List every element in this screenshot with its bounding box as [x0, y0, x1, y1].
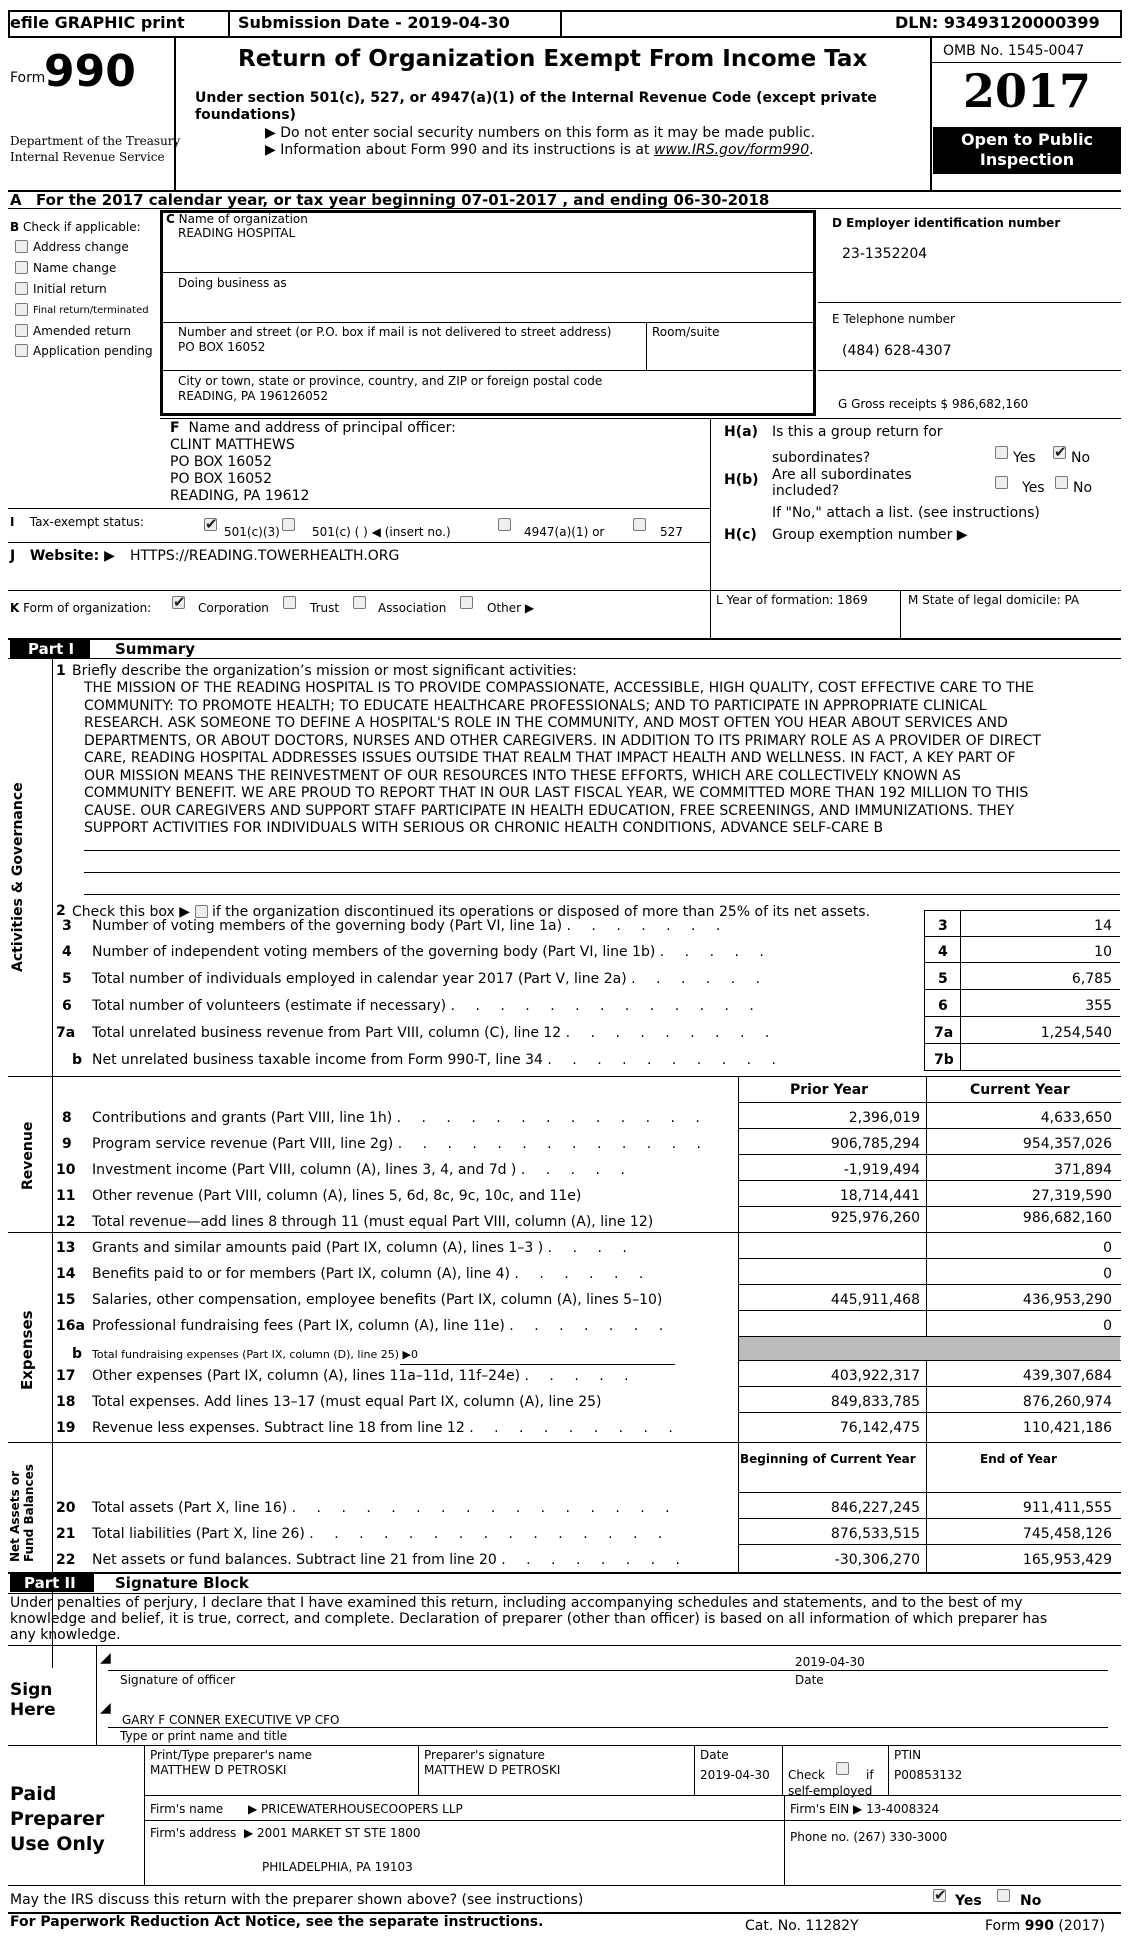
preparer-signature: MATTHEW D PETROSKI — [424, 1763, 561, 1777]
line4-label: Number of independent voting members of the governing body (Part VI, line 1b) . . . . . — [92, 944, 772, 960]
ha-text2: subordinates? — [772, 450, 871, 466]
line3-value: 14 — [1094, 918, 1112, 934]
preparer-date-label: Date — [700, 1748, 729, 1762]
omb-number: OMB No. 1545-0047 — [943, 43, 1085, 59]
line20-num: 20 — [56, 1500, 76, 1516]
line7a-value: 1,254,540 — [1040, 1025, 1112, 1041]
amended-return-checkbox[interactable] — [15, 324, 28, 337]
preparer-name: MATTHEW D PETROSKI — [150, 1763, 287, 1777]
side-expenses: Expenses — [18, 1310, 36, 1390]
hb-text2: included? — [772, 483, 840, 499]
firm-address-2: PHILADELPHIA, PA 19103 — [262, 1860, 413, 1874]
cat-number: Cat. No. 11282Y — [745, 1918, 859, 1934]
firm-ein: Firm's EIN ▶ 13-4008324 — [790, 1802, 940, 1816]
firm-name: ▶ PRICEWATERHOUSECOOPERS LLP — [248, 1802, 463, 1816]
line6-num: 6 — [62, 998, 72, 1014]
hb-yes-checkbox[interactable] — [995, 476, 1008, 489]
line7a-label: Total unrelated business revenue from Part VIII, column (C), line 12 . . . . . . . . . — [92, 1025, 778, 1041]
ha-yes-label: Yes — [1013, 450, 1036, 466]
address-change-label: Address change — [33, 240, 129, 254]
footer-form-id: Form 990 (2017) — [985, 1918, 1105, 1934]
line16a-num: 16a — [56, 1318, 85, 1334]
irs-label: Internal Revenue Service — [10, 150, 165, 164]
line20-boy: 846,227,245 — [830, 1500, 920, 1516]
trust-checkbox[interactable] — [283, 596, 296, 609]
website-url[interactable]: HTTPS://READING.TOWERHEALTH.ORG — [130, 548, 400, 564]
open-to-public: Open to Public Inspection — [933, 127, 1121, 174]
sign-here-label: Sign Here — [10, 1680, 56, 1720]
line8-prior: 2,396,019 — [848, 1110, 920, 1126]
line22-label: Net assets or fund balances. Subtract line 21 from line 20 . . . . . . . . — [92, 1552, 689, 1568]
line8-current: 4,633,650 — [1040, 1110, 1112, 1126]
preparer-date: 2019-04-30 — [700, 1768, 770, 1782]
line7a-box: 7a — [934, 1025, 954, 1041]
line17-label: Other expenses (Part IX, column (A), lines 11a–11d, 11f–24e) . . . . . — [92, 1368, 637, 1384]
4947a1-checkbox[interactable] — [498, 518, 511, 531]
line3-label: Number of voting members of the governing body (Part VI, line 1a) . . . . . . . — [92, 918, 729, 934]
dept-treasury: Department of the Treasury — [10, 134, 181, 148]
line18-label: Total expenses. Add lines 13–17 (must equal Part IX, column (A), line 25) — [92, 1394, 602, 1410]
line22-eoy: 165,953,429 — [1022, 1552, 1112, 1568]
line18-prior: 849,833,785 — [830, 1394, 920, 1410]
line14-label: Benefits paid to or for members (Part IX, column (A), line 4) . . . . . . — [92, 1266, 652, 1282]
self-employed-checkbox[interactable] — [836, 1762, 849, 1775]
signature-of-officer-label: Signature of officer — [120, 1673, 235, 1687]
trust-label: Trust — [310, 601, 340, 615]
line9-current: 954,357,026 — [1022, 1136, 1112, 1152]
line19-prior: 76,142,475 — [839, 1420, 920, 1436]
form-word: Form — [10, 70, 46, 86]
check-label: Check — [788, 1768, 825, 1782]
final-return-checkbox[interactable] — [15, 303, 28, 316]
check-applicable-title: B Check if applicable: — [10, 220, 141, 234]
efile-label: efile GRAPHIC print — [10, 13, 185, 32]
line15-current: 436,953,290 — [1022, 1292, 1112, 1308]
association-checkbox[interactable] — [353, 596, 366, 609]
application-pending-checkbox[interactable] — [15, 344, 28, 357]
line9-num: 9 — [62, 1136, 72, 1152]
city-label: City or town, state or province, country, and ZIP or foreign postal code — [178, 374, 603, 388]
ptin-label: PTIN — [894, 1748, 922, 1762]
association-label: Association — [378, 601, 447, 615]
hb-no-checkbox[interactable] — [1055, 476, 1068, 489]
line4-value: 10 — [1094, 944, 1112, 960]
corporation-checkbox[interactable] — [172, 596, 185, 609]
phone-label: E Telephone number — [832, 312, 955, 326]
line3-num: 3 — [62, 918, 72, 934]
tax-year-period: For the 2017 calendar year, or tax year beginning 07-01-2017 , and ending 06-30-2018 — [36, 191, 770, 209]
form-subtitle: Under section 501(c), 527, or 4947(a)(1) of the Internal Revenue Code (except private foundations) — [195, 90, 877, 123]
application-pending-label: Application pending — [33, 344, 153, 358]
line14-current: 0 — [1103, 1266, 1112, 1282]
form-title: Return of Organization Exempt From Income Tax — [238, 46, 868, 72]
dba-label: Doing business as — [178, 276, 287, 290]
ha-text1: Is this a group return for — [772, 424, 943, 440]
line10-current: 371,894 — [1054, 1162, 1112, 1178]
527-checkbox[interactable] — [633, 518, 646, 531]
discontinued-checkbox[interactable] — [195, 905, 208, 918]
state-domicile: M State of legal domicile: PA — [908, 593, 1080, 607]
firm-name-label: Firm's name — [150, 1802, 224, 1816]
line11-current: 27,319,590 — [1031, 1188, 1112, 1204]
other-label: Other ▶ — [487, 601, 535, 615]
type-name-label: Type or print name and title — [120, 1729, 288, 1743]
line5-num: 5 — [62, 971, 72, 987]
line19-label: Revenue less expenses. Subtract line 18 from line 12 . . . . . . . . . — [92, 1420, 681, 1436]
discuss-no-checkbox[interactable] — [997, 1889, 1010, 1902]
paperwork-notice: For Paperwork Reduction Act Notice, see the separate instructions. — [10, 1914, 544, 1930]
line21-boy: 876,533,515 — [830, 1526, 920, 1542]
name-change-label: Name change — [33, 261, 117, 275]
col-boy: Beginning of Current Year — [740, 1452, 916, 1466]
line16a-current: 0 — [1103, 1318, 1112, 1334]
part2-title: Signature Block — [115, 1574, 249, 1592]
mission-text: THE MISSION OF THE READING HOSPITAL IS TO PROVIDE COMPASSIONATE, ACCESSIBLE, HIGH QUALITY, COST EFFECTIVE CARE TO THE COMMUNITY: TO PROMOTE HEALTH; TO EDUCATE HEALTHCARE PROFESSIONALS; AND TO PARTICIPATE IN APPROPRIATE CLINICAL RESEARCH. ASK SOMEONE TO DEFINE A HOSPITAL'S ROLE IN THE COMMUNITY, AND MOST OFTEN YOU HEAR ABOUT SERVICES AND DEPARTMENTS, OR ABOUT DOCTORS, NURSES AND OTHER CAREGIVERS. IN ADDITION TO ITS PRIMARY ROLE AS A PROVIDER OF DIRECT CARE, READING HOSPITAL ADDRESSES ISSUES OUTSIDE THAT REALM THAT IMPACT HEALTH AND WELLNESS. IN FACT, A KEY PART OF OUR MISSION MEANS THE REINVESTMENT OF OUR RESOURCES INTO THESE EFFORTS, WHICH ARE COLLECTIVELY KNOWN AS COMMUNITY BENEFIT. WE ARE PROUD TO REPORT THAT IN OUR LAST FISCAL YEAR, WE COMMITTED MORE THAN 192 MILLION TO THIS CAUSE. OUR CAREGIVERS AND SUPPORT STAFF PARTICIPATE IN HEALTH EDUCATION, FREE SCREENINGS, AND IMMUNIZATIONS. THEY SUPPORT ACTIVITIES FOR INDIVIDUALS WITH SERIOUS OR CHRONIC HEALTH CONDITIONS, ADVANCE SELF-CARE B — [84, 680, 1041, 836]
line11-label: Other revenue (Part VIII, column (A), lines 5, 6d, 8c, 9c, 10c, and 11e) — [92, 1188, 582, 1204]
info-note: ▶ Information about Form 990 and its instructions is at www.IRS.gov/form990. — [265, 142, 814, 158]
line22-boy: -30,306,270 — [834, 1552, 920, 1568]
line11-prior: 18,714,441 — [839, 1188, 920, 1204]
line-a-label: A — [10, 191, 22, 209]
line13-num: 13 — [56, 1240, 76, 1256]
line21-label: Total liabilities (Part X, line 26) . . . . . . . . . . . . . . . — [92, 1526, 671, 1542]
line20-label: Total assets (Part X, line 16) . . . . . . . . . . . . . . . . — [92, 1500, 678, 1516]
room-suite-label: Room/suite — [652, 325, 720, 339]
part1-title: Summary — [115, 640, 196, 658]
org-name: READING HOSPITAL — [178, 226, 296, 240]
line16a-label: Professional fundraising fees (Part IX, column (A), line 11e) . . . . . . . — [92, 1318, 672, 1334]
line19-num: 19 — [56, 1420, 76, 1436]
line1-label: Briefly describe the organization’s mission or most significant activities: — [72, 663, 577, 679]
tax-year: 2017 — [963, 64, 1092, 118]
form-number: 990 — [44, 46, 136, 97]
line7b-label: Net unrelated business taxable income from Form 990-T, line 34 . . . . . . . . . . — [92, 1052, 784, 1068]
website-title: J Website: ▶ — [10, 548, 115, 564]
line10-prior: -1,919,494 — [843, 1162, 920, 1178]
tax-exempt-title: I Tax-exempt status: — [10, 515, 144, 529]
perjury-declaration: Under penalties of perjury, I declare that I have examined this return, including accompanying schedules and statements, and to the best of my knowledge and belief, it is true, correct, and complete. Declaration of preparer (other than officer) is based on all information of which preparer has any knowledge. — [10, 1595, 1048, 1643]
sign-arrow-2: ◢ — [100, 1700, 111, 1716]
line22-num: 22 — [56, 1552, 76, 1568]
line4-box: 4 — [938, 944, 948, 960]
line7b-box: 7b — [934, 1052, 954, 1068]
line15-prior: 445,911,468 — [830, 1292, 920, 1308]
line10-num: 10 — [56, 1162, 76, 1178]
line17-prior: 403,922,317 — [830, 1368, 920, 1384]
hc-text: Group exemption number ▶ — [772, 527, 968, 543]
city-address: READING, PA 196126052 — [178, 389, 329, 403]
amended-return-label: Amended return — [33, 324, 132, 338]
part2-tag: Part II — [10, 1574, 94, 1592]
line13-current: 0 — [1103, 1240, 1112, 1256]
name-change-checkbox[interactable] — [15, 261, 28, 274]
firm-address-label: Firm's address — [150, 1826, 237, 1840]
line5-label: Total number of individuals employed in calendar year 2017 (Part V, line 2a) . . . . . . — [92, 971, 769, 987]
line12-label: Total revenue—add lines 8 through 11 (must equal Part VIII, column (A), line 12) — [92, 1214, 654, 1230]
sign-date: 2019-04-30 — [795, 1655, 865, 1669]
line7b-num: b — [72, 1052, 83, 1068]
line13-label: Grants and similar amounts paid (Part IX, column (A), lines 1–3 ) . . . . — [92, 1240, 635, 1256]
gross-receipts: G Gross receipts $ 986,682,160 — [838, 397, 1029, 411]
line9-label: Program service revenue (Part VIII, line 2g) . . . . . . . . . . . . . — [92, 1136, 709, 1152]
side-revenue: Revenue — [20, 1121, 36, 1190]
line15-label: Salaries, other compensation, employee benefits (Part IX, column (A), lines 5–10) — [92, 1292, 663, 1308]
line9-prior: 906,785,294 — [830, 1136, 920, 1152]
501c3-label: 501(c)(3) — [224, 525, 280, 539]
street-address: PO BOX 16052 — [178, 340, 266, 354]
other-checkbox[interactable] — [460, 596, 473, 609]
preparer-name-label: Print/Type preparer's name — [150, 1748, 313, 1762]
officer-name-title: GARY F CONNER EXECUTIVE VP CFO — [122, 1713, 340, 1727]
line15-num: 15 — [56, 1292, 76, 1308]
ein-label: D Employer identification number — [832, 216, 1061, 230]
sign-arrow-1: ◢ — [100, 1650, 111, 1666]
line6-box: 6 — [938, 998, 948, 1014]
year-of-formation: L Year of formation: 1869 — [716, 593, 868, 607]
501c3-checkbox[interactable] — [204, 518, 217, 531]
preparer-sig-label: Preparer's signature — [424, 1748, 545, 1762]
self-employed-label: self-employed — [788, 1784, 873, 1798]
line3-box: 3 — [938, 918, 948, 934]
line2-num: 2 — [56, 903, 66, 919]
ha-yes-checkbox[interactable] — [995, 446, 1008, 459]
hb-no-label: No — [1073, 480, 1093, 496]
line12-prior: 925,976,260 — [830, 1210, 920, 1226]
phone-value: (484) 628-4307 — [842, 343, 952, 359]
501c-checkbox[interactable] — [282, 518, 295, 531]
line11-num: 11 — [56, 1188, 76, 1204]
501c-label: 501(c) ( ) ◀ (insert no.) — [312, 525, 451, 539]
principal-officer: F Name and address of principal officer: CLINT MATTHEWS PO BOX 16052 PO BOX 16052 READING, PA 19612 — [170, 420, 456, 504]
sign-date-label: Date — [795, 1673, 824, 1687]
line14-num: 14 — [56, 1266, 76, 1282]
initial-return-label: Initial return — [33, 282, 107, 296]
line5-box: 5 — [938, 971, 948, 987]
ssn-note: ▶ Do not enter social security numbers on this form as it may be made public. — [265, 125, 816, 141]
line21-num: 21 — [56, 1526, 76, 1542]
discuss-yes-label: Yes — [955, 1893, 982, 1909]
col-eoy: End of Year — [980, 1452, 1057, 1466]
line17-num: 17 — [56, 1368, 76, 1384]
dln: DLN: 93493120000399 — [895, 13, 1100, 32]
form-of-org-title: K Form of organization: — [10, 601, 152, 615]
firm-address-1: ▶ 2001 MARKET ST STE 1800 — [244, 1826, 421, 1840]
address-change-checkbox[interactable] — [15, 240, 28, 253]
line6-label: Total number of volunteers (estimate if necessary) . . . . . . . . . . . . . — [92, 998, 762, 1014]
line12-num: 12 — [56, 1214, 76, 1230]
org-name-label: C Name of organization — [166, 212, 308, 226]
line21-eoy: 745,458,126 — [1022, 1526, 1112, 1542]
line12-current: 986,682,160 — [1022, 1210, 1112, 1226]
line7a-num: 7a — [56, 1025, 76, 1041]
paid-preparer-label: Paid Preparer Use Only — [10, 1783, 105, 1855]
street-label: Number and street (or P.O. box if mail is not delivered to street address) — [178, 325, 612, 339]
initial-return-checkbox[interactable] — [15, 282, 28, 295]
col-current-year: Current Year — [970, 1082, 1070, 1098]
irs-discuss-question: May the IRS discuss this return with the preparer shown above? (see instructions) — [10, 1892, 584, 1908]
side-net-assets: Net Assets or Fund Balances — [8, 1464, 36, 1562]
line19-current: 110,421,186 — [1022, 1420, 1112, 1436]
discuss-no-label: No — [1020, 1893, 1042, 1909]
line5-value: 6,785 — [1071, 971, 1112, 987]
4947a1-label: 4947(a)(1) or — [524, 525, 605, 539]
irs-link[interactable]: www.IRS.gov/form990 — [653, 142, 810, 158]
ha-label: H(a) — [724, 424, 758, 440]
hb-text1: Are all subordinates — [772, 467, 912, 483]
line18-num: 18 — [56, 1394, 76, 1410]
submission-date: Submission Date - 2019-04-30 — [238, 13, 510, 32]
line17-current: 439,307,684 — [1022, 1368, 1112, 1384]
line16b-num: b — [72, 1346, 83, 1362]
ha-no-checkbox[interactable] — [1053, 446, 1066, 459]
line10-label: Investment income (Part VIII, column (A), lines 3, 4, and 7d ) . . . . . — [92, 1162, 633, 1178]
hb-note: If "No," attach a list. (see instructions) — [772, 505, 1040, 521]
ha-no-label: No — [1071, 450, 1091, 466]
final-return-label: Final return/terminated — [33, 305, 149, 316]
firm-phone: Phone no. (267) 330-3000 — [790, 1830, 948, 1844]
line2-text: Check this box ▶ if the organization discontinued its operations or disposed of more than 25% of its net assets. — [72, 904, 871, 920]
line20-eoy: 911,411,555 — [1022, 1500, 1112, 1516]
line4-num: 4 — [62, 944, 72, 960]
hb-label: H(b) — [724, 472, 759, 488]
discuss-yes-checkbox[interactable] — [933, 1889, 946, 1902]
line16b-shaded — [739, 1337, 1120, 1360]
line6-value: 355 — [1085, 998, 1112, 1014]
line8-label: Contributions and grants (Part VIII, line 1h) . . . . . . . . . . . . . — [92, 1110, 708, 1126]
line16b-label: Total fundraising expenses (Part IX, column (D), line 25) ▶0 — [92, 1348, 418, 1361]
side-activities-governance: Activities & Governance — [10, 782, 26, 972]
corporation-label: Corporation — [198, 601, 269, 615]
line18-current: 876,260,974 — [1022, 1394, 1112, 1410]
part1-tag: Part I — [10, 640, 90, 658]
line1-num: 1 — [56, 663, 66, 679]
hc-label: H(c) — [724, 527, 757, 543]
ein-value: 23-1352204 — [842, 246, 928, 262]
hb-yes-label: Yes — [1022, 480, 1045, 496]
col-prior-year: Prior Year — [790, 1082, 869, 1098]
if-label: if — [866, 1768, 874, 1782]
line8-num: 8 — [62, 1110, 72, 1126]
527-label: 527 — [660, 525, 683, 539]
ptin-value: P00853132 — [894, 1768, 963, 1782]
